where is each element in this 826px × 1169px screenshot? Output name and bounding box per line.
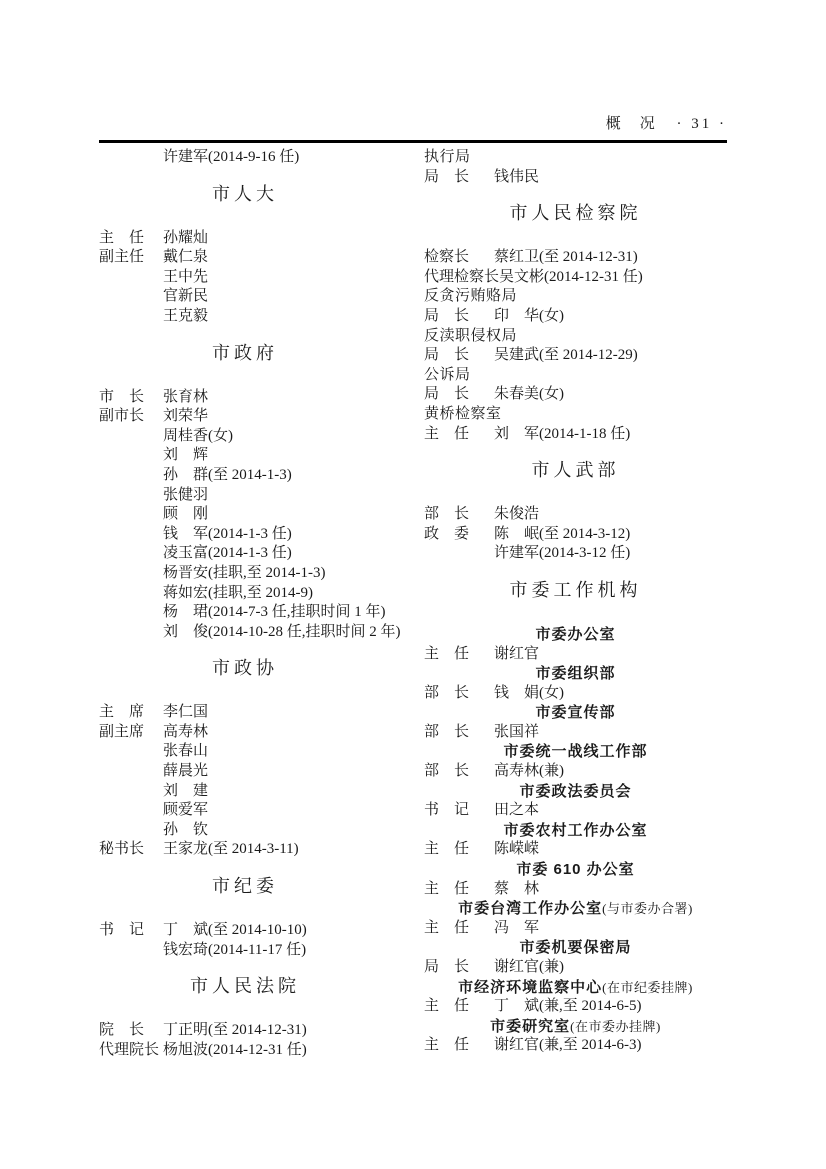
person-name: 丁正明(至 2014-12-31) [163, 1022, 307, 1039]
header-rule [99, 140, 727, 143]
entry-row [99, 544, 391, 564]
person-name: 杨晋安(挂职,至 2014-1-3) [163, 564, 326, 581]
entry-row [99, 248, 391, 268]
entry-row [424, 997, 727, 1017]
person-name: 高寿林 [163, 723, 209, 740]
entry-row [424, 525, 727, 545]
role-label: 秘书长 [99, 841, 145, 858]
entry-row [99, 446, 391, 466]
person-name: 丁 斌(至 2014-10-10) [163, 922, 307, 939]
role-label: 市 长 [99, 388, 145, 405]
person-name: 刘 军(2014-1-18 任) [494, 425, 631, 442]
role-label: 副市长 [99, 408, 145, 425]
entry-row [99, 407, 391, 427]
person-name: 刘 俊(2014-10-28 任,挂职时间 2 年) [163, 623, 401, 640]
role-label: 政 委 [424, 525, 470, 542]
role-label: 副主席 [99, 723, 145, 740]
person-name: 钱伟民 [494, 168, 540, 185]
entry-row [99, 564, 391, 584]
entry-row [424, 919, 727, 939]
entry-row [99, 486, 391, 506]
entry-row [424, 762, 727, 782]
sub-heading-label: 市委政法委员会 [519, 782, 632, 800]
entry-row [99, 782, 391, 802]
person-name: 张育林 [163, 388, 209, 405]
sub-heading [424, 899, 727, 919]
section-title: 概 况 [605, 116, 657, 132]
section-heading: 市委工作机构 [509, 579, 642, 600]
person-name: 王家龙(至 2014-3-11) [163, 841, 299, 858]
entry-row [99, 307, 391, 327]
role-label: 检察长 [424, 249, 470, 266]
person-name: 张国祥 [494, 723, 540, 740]
person-name: 陈 岷(至 2014-3-12) [494, 525, 631, 542]
entry-row [99, 723, 391, 743]
sub-heading-label: 市委统一战线工作部 [503, 743, 648, 761]
entry-row [99, 821, 391, 841]
entry-row [99, 762, 391, 782]
sub-heading-label: 市委办公室 [535, 625, 616, 643]
sub-heading-label: 市委组织部 [535, 665, 616, 683]
entry-row [99, 742, 391, 762]
role-label: 主 任 [424, 998, 470, 1015]
person-name: 钱宏琦(2014-11-17 任) [163, 941, 307, 958]
person-name: 周桂香(女) [163, 427, 233, 444]
sub-heading [424, 703, 727, 723]
person-name: 孙耀灿 [163, 229, 209, 246]
person-name: 蒋如宏(挂职,至 2014-9) [163, 584, 313, 601]
person-name: 朱俊浩 [494, 506, 540, 523]
entry-row [99, 921, 391, 941]
sub-heading-label: 市委农村工作办公室 [503, 821, 648, 839]
sub-heading [424, 860, 727, 880]
entry-row [99, 505, 391, 525]
entry-row [424, 880, 727, 900]
person-name: 许建军(2014-9-16 任) [163, 149, 300, 165]
role-label: 代理院长 [99, 1041, 160, 1058]
person-name: 钱 娟(女) [494, 684, 564, 701]
section-heading: 市人民法院 [190, 976, 300, 997]
person-name: 田之本 [494, 802, 540, 819]
sub-heading-label: 市委 610 办公室 [516, 861, 635, 879]
section-heading: 市人民检察院 [509, 203, 642, 224]
role-label: 部 长 [424, 763, 470, 780]
entry-row [99, 584, 391, 604]
person-name: 冯 军 [494, 919, 540, 936]
person-name: 王中先 [163, 268, 209, 285]
role-label: 主 任 [424, 841, 470, 858]
role-label: 主 任 [424, 880, 470, 897]
entry-row [424, 425, 727, 445]
person-name: 官新民 [163, 288, 209, 305]
person-name: 孙 钦 [163, 821, 209, 838]
page-number: · 31 · [676, 116, 727, 132]
role-label: 局 长 [424, 386, 470, 403]
role-label: 主 任 [424, 425, 470, 442]
role-label: 局 长 [424, 307, 470, 324]
person-name: 刘 辉 [163, 447, 209, 464]
entry-row [99, 801, 391, 821]
org-line: 反渎职侵权局 [424, 327, 518, 344]
org-line: 反贪污贿赂局 [424, 288, 518, 305]
person-name: 蔡红卫(至 2014-12-31) [494, 249, 638, 266]
entry-row [99, 229, 391, 249]
entry-row [99, 287, 391, 307]
person-name: 丁 斌(兼,至 2014-6-5) [494, 998, 642, 1015]
person-name: 李仁国 [163, 704, 209, 721]
sub-heading-note: (在市纪委挂牌) [602, 979, 693, 995]
person-name: 凌玉富(2014-1-3 任) [163, 545, 292, 562]
entry-row [424, 385, 727, 405]
role-label: 主 任 [424, 919, 470, 936]
person-name: 朱春美(女) [494, 386, 564, 403]
sub-heading-label: 市委机要保密局 [519, 939, 632, 957]
entry-row [99, 840, 391, 860]
section-heading: 市政协 [212, 658, 278, 679]
entry-row [424, 307, 727, 327]
right-column [424, 148, 727, 1056]
person-name: 孙 群(至 2014-1-3) [163, 466, 292, 483]
person-name: 薛晨光 [163, 763, 209, 780]
role-label: 代理检察长 [424, 268, 500, 285]
role-label: 局 长 [424, 168, 470, 185]
entry-row [99, 703, 391, 723]
section-heading: 市人武部 [531, 460, 620, 481]
org-line: 黄桥检察室 [424, 405, 502, 422]
person-name: 杨旭波(2014-12-31 任) [163, 1041, 307, 1058]
role-label: 书 记 [99, 922, 145, 939]
person-name: 高寿林(兼) [494, 763, 564, 780]
sub-heading [424, 978, 727, 998]
person-name: 印 华(女) [494, 307, 564, 324]
person-name: 张春山 [163, 743, 209, 760]
entry-row [424, 544, 727, 564]
person-name: 王克毅 [163, 307, 209, 324]
entry-row [424, 505, 727, 525]
person-name: 戴仁泉 [163, 249, 209, 266]
entry-row [424, 958, 727, 978]
entry-row [99, 1041, 391, 1061]
role-label: 主 任 [424, 1037, 470, 1054]
person-name: 钱 军(2014-1-3 任) [163, 525, 292, 542]
role-label: 部 长 [424, 506, 470, 523]
role-label: 局 长 [424, 347, 470, 364]
person-name: 谢红官 [494, 645, 540, 662]
org-line: 执行局 [424, 149, 471, 165]
entry-row [99, 623, 401, 643]
entry-row [424, 268, 727, 288]
entry-row [424, 346, 727, 366]
sub-heading-label: 市委研究室 [490, 1017, 571, 1035]
entry-row [424, 801, 727, 821]
sub-heading-label: 市委台湾工作办公室 [458, 900, 603, 918]
entry-row [99, 941, 391, 961]
person-name: 陈嵘嵘 [494, 841, 540, 858]
role-label: 副主任 [99, 249, 145, 266]
person-name: 顾 刚 [163, 506, 209, 523]
section-heading: 市政府 [212, 342, 278, 363]
person-name: 许建军(2014-3-12 任) [494, 545, 631, 562]
section-heading: 市纪委 [212, 876, 278, 897]
person-name: 顾爱军 [163, 802, 209, 819]
person-name: 刘 建 [163, 782, 209, 799]
sub-heading-label: 市委宣传部 [535, 704, 616, 722]
sub-heading [424, 821, 727, 841]
person-name: 谢红官(兼,至 2014-6-3) [494, 1037, 642, 1054]
person-name: 杨 珺(2014-7-3 任,挂职时间 1 年) [163, 604, 386, 621]
entry-row [424, 168, 727, 188]
role-label: 部 长 [424, 684, 470, 701]
role-label: 书 记 [424, 802, 470, 819]
entry-row [99, 1021, 391, 1041]
entry-row [424, 840, 727, 860]
role-label: 主 任 [424, 645, 470, 662]
entry-row [99, 603, 391, 623]
entry-row [99, 427, 391, 447]
role-label: 主 席 [99, 704, 145, 721]
left-column [99, 148, 401, 1060]
sub-heading [424, 664, 727, 684]
role-label: 部 长 [424, 723, 470, 740]
section-heading: 市人大 [212, 183, 278, 204]
person-name: 吴文彬(2014-12-31 任) [499, 268, 643, 285]
entry-row [99, 525, 391, 545]
entry-row [424, 723, 727, 743]
role-label: 主 任 [99, 229, 145, 246]
person-name: 蔡 林 [494, 880, 540, 897]
sub-heading [424, 938, 727, 958]
sub-heading [424, 1017, 727, 1037]
person-name: 刘荣华 [163, 408, 209, 425]
sub-heading [424, 782, 727, 802]
entry-row [424, 248, 727, 268]
sub-heading-label: 市经济环境监察中心 [458, 978, 603, 996]
role-label: 院 长 [99, 1022, 145, 1039]
entry-row [424, 684, 727, 704]
entry-row [99, 388, 391, 408]
person-name: 张健羽 [163, 486, 209, 503]
sub-heading-note: (与市委办合署) [602, 901, 693, 917]
running-header [99, 112, 727, 136]
person-name: 吴建武(至 2014-12-29) [494, 347, 638, 364]
entry-row [424, 1036, 727, 1056]
sub-heading [424, 625, 727, 645]
entry-row [99, 466, 391, 486]
entry-row [424, 645, 727, 665]
org-line: 公诉局 [424, 366, 471, 383]
sub-heading [424, 742, 727, 762]
entry-row [99, 268, 391, 288]
sub-heading-note: (在市委办挂牌) [570, 1018, 661, 1034]
role-label: 局 长 [424, 959, 470, 975]
entry-row [99, 148, 391, 168]
person-name: 谢红官(兼) [494, 959, 564, 975]
